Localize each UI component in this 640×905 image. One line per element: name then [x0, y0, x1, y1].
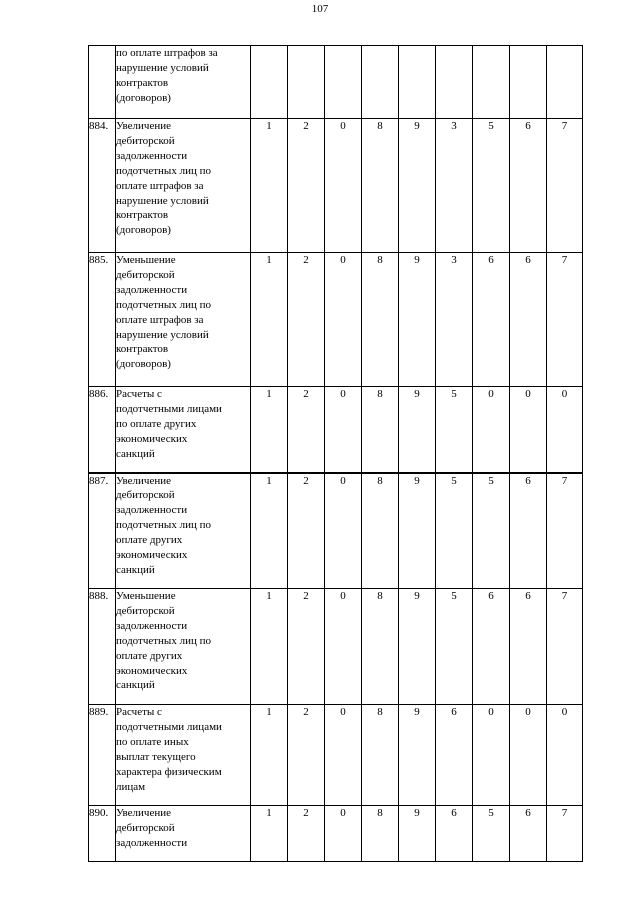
code-digit-cell: 0: [325, 705, 362, 806]
table-row: [89, 473, 583, 589]
description-line: задолженности: [116, 283, 188, 296]
description-line: оплате других: [116, 534, 183, 547]
code-digit-cell: 0: [510, 387, 547, 473]
table-row: [89, 119, 583, 253]
row-description: [116, 46, 251, 119]
code-digit-cell: 9: [399, 119, 436, 253]
code-digit-cell: [251, 46, 288, 119]
row-number: 885.: [89, 253, 116, 387]
description-line: дебиторской: [116, 268, 175, 281]
description-line: задолженности: [116, 619, 188, 632]
code-digit-cell: 6: [510, 253, 547, 387]
code-digit-cell: 1: [251, 387, 288, 473]
code-digit-cell: 8: [362, 589, 399, 705]
row-description: [116, 119, 251, 253]
description-line: подотчетными лицами: [116, 720, 222, 733]
code-digit-cell: 6: [510, 589, 547, 705]
code-digit-cell: [510, 46, 547, 119]
description-line: экономических: [116, 549, 188, 562]
code-digit-cell: 7: [547, 119, 583, 253]
description-line: подотчетными лицами: [116, 402, 222, 415]
description-line: экономических: [116, 664, 188, 677]
code-digit-cell: 3: [436, 253, 473, 387]
description-line: Увеличение: [116, 807, 172, 819]
code-digit-cell: [325, 46, 362, 119]
description-line: контрактов: [116, 76, 169, 89]
description-line: Уменьшение: [116, 254, 176, 266]
description-line: нарушение условий: [116, 328, 209, 341]
code-digit-cell: 6: [510, 806, 547, 862]
code-digit-cell: 9: [399, 589, 436, 705]
table-row: [89, 253, 583, 387]
description-line: Увеличение: [116, 120, 172, 132]
code-digit-cell: 5: [473, 806, 510, 862]
code-digit-cell: [288, 46, 325, 119]
account-codes-table: [88, 45, 583, 862]
description-line: подотчетных лиц по: [116, 634, 211, 647]
description-line: по оплате иных: [116, 735, 189, 748]
code-digit-cell: 9: [399, 387, 436, 473]
code-digit-cell: 0: [510, 705, 547, 806]
code-digit-cell: 5: [436, 387, 473, 473]
row-number: [89, 46, 116, 119]
table-row: [89, 705, 583, 806]
description-line: оплате штрафов за: [116, 179, 204, 192]
table-row: [89, 46, 583, 119]
row-number: 884.: [89, 119, 116, 253]
description-line: задолженности: [116, 504, 188, 517]
page-number: 107: [311, 3, 329, 15]
description-line: лицам: [116, 780, 146, 793]
description-line: Уменьшение: [116, 590, 176, 602]
description-line: санкций: [116, 447, 155, 460]
code-digit-cell: 6: [510, 119, 547, 253]
code-digit-cell: 6: [436, 705, 473, 806]
description-line: задолженности: [116, 836, 188, 849]
code-digit-cell: 8: [362, 705, 399, 806]
description-line: нарушение условий: [116, 61, 209, 74]
code-digit-cell: [399, 46, 436, 119]
table-row: [89, 589, 583, 705]
code-digit-cell: 0: [325, 589, 362, 705]
description-line: (договоров): [116, 224, 171, 237]
code-digit-cell: 8: [362, 119, 399, 253]
row-description: [116, 473, 251, 589]
code-digit-cell: 7: [547, 253, 583, 387]
code-digit-cell: 6: [436, 806, 473, 862]
description-line: оплате других: [116, 649, 183, 662]
description-line: выплат текущего: [116, 750, 196, 763]
code-digit-cell: 2: [288, 705, 325, 806]
description-line: по оплате штрафов за: [116, 47, 218, 59]
code-digit-cell: 2: [288, 589, 325, 705]
code-digit-cell: 8: [362, 253, 399, 387]
code-digit-cell: 0: [325, 387, 362, 473]
code-digit-cell: [362, 46, 399, 119]
code-digit-cell: [473, 46, 510, 119]
description-line: контрактов: [116, 209, 169, 222]
code-digit-cell: 7: [547, 806, 583, 862]
code-digit-cell: 8: [362, 473, 399, 589]
code-digit-cell: 9: [399, 253, 436, 387]
code-digit-cell: 2: [288, 253, 325, 387]
code-digit-cell: 0: [325, 119, 362, 253]
code-digit-cell: 0: [325, 473, 362, 589]
code-digit-cell: 0: [547, 387, 583, 473]
description-line: экономических: [116, 432, 188, 445]
code-digit-cell: 0: [325, 806, 362, 862]
row-number: 890.: [89, 806, 116, 862]
description-line: подотчетных лиц по: [116, 519, 211, 532]
row-number: 886.: [89, 387, 116, 473]
code-digit-cell: 2: [288, 473, 325, 589]
description-line: дебиторской: [116, 821, 175, 834]
description-line: дебиторской: [116, 604, 175, 617]
code-digit-cell: 1: [251, 705, 288, 806]
description-line: подотчетных лиц по: [116, 164, 211, 177]
code-digit-cell: 7: [547, 589, 583, 705]
code-digit-cell: 0: [473, 705, 510, 806]
description-line: оплате штрафов за: [116, 313, 204, 326]
code-digit-cell: 1: [251, 473, 288, 589]
description-line: Расчеты с: [116, 388, 162, 400]
description-line: дебиторской: [116, 489, 175, 502]
code-digit-cell: 8: [362, 387, 399, 473]
code-digit-cell: 0: [325, 253, 362, 387]
description-line: характера физическим: [116, 765, 222, 778]
code-digit-cell: 6: [473, 589, 510, 705]
description-line: (договоров): [116, 358, 171, 371]
row-number: 887.: [89, 473, 116, 589]
description-line: по оплате других: [116, 417, 197, 430]
description-line: Расчеты с: [116, 706, 162, 718]
code-digit-cell: 9: [399, 473, 436, 589]
code-digit-cell: 1: [251, 806, 288, 862]
row-number: 889.: [89, 705, 116, 806]
code-digit-cell: 2: [288, 806, 325, 862]
code-digit-cell: 6: [510, 473, 547, 589]
description-line: задолженности: [116, 149, 188, 162]
row-description: [116, 589, 251, 705]
description-line: (договоров): [116, 91, 171, 104]
row-description: [116, 705, 251, 806]
code-digit-cell: [436, 46, 473, 119]
description-line: нарушение условий: [116, 194, 209, 207]
code-digit-cell: 2: [288, 387, 325, 473]
description-line: Увеличение: [116, 474, 172, 487]
code-digit-cell: 5: [473, 119, 510, 253]
code-digit-cell: 5: [473, 473, 510, 589]
code-digit-cell: 0: [473, 387, 510, 473]
description-line: контрактов: [116, 343, 169, 356]
code-digit-cell: 1: [251, 119, 288, 253]
description-line: санкций: [116, 563, 155, 576]
code-digit-cell: 5: [436, 589, 473, 705]
code-digit-cell: 2: [288, 119, 325, 253]
code-digit-cell: 8: [362, 806, 399, 862]
row-description: [116, 253, 251, 387]
description-line: санкций: [116, 679, 155, 692]
code-digit-cell: [547, 46, 583, 119]
table-row: [89, 806, 583, 862]
description-line: дебиторской: [116, 134, 175, 147]
code-digit-cell: 1: [251, 589, 288, 705]
row-description: [116, 806, 251, 862]
code-digit-cell: 5: [436, 473, 473, 589]
code-digit-cell: 0: [547, 705, 583, 806]
row-description: [116, 387, 251, 473]
code-digit-cell: 9: [399, 806, 436, 862]
code-digit-cell: 1: [251, 253, 288, 387]
code-digit-cell: 3: [436, 119, 473, 253]
description-line: подотчетных лиц по: [116, 298, 211, 311]
code-digit-cell: 7: [547, 473, 583, 589]
code-digit-cell: 6: [473, 253, 510, 387]
table-row: [89, 387, 583, 473]
row-number: 888.: [89, 589, 116, 705]
code-digit-cell: 9: [399, 705, 436, 806]
